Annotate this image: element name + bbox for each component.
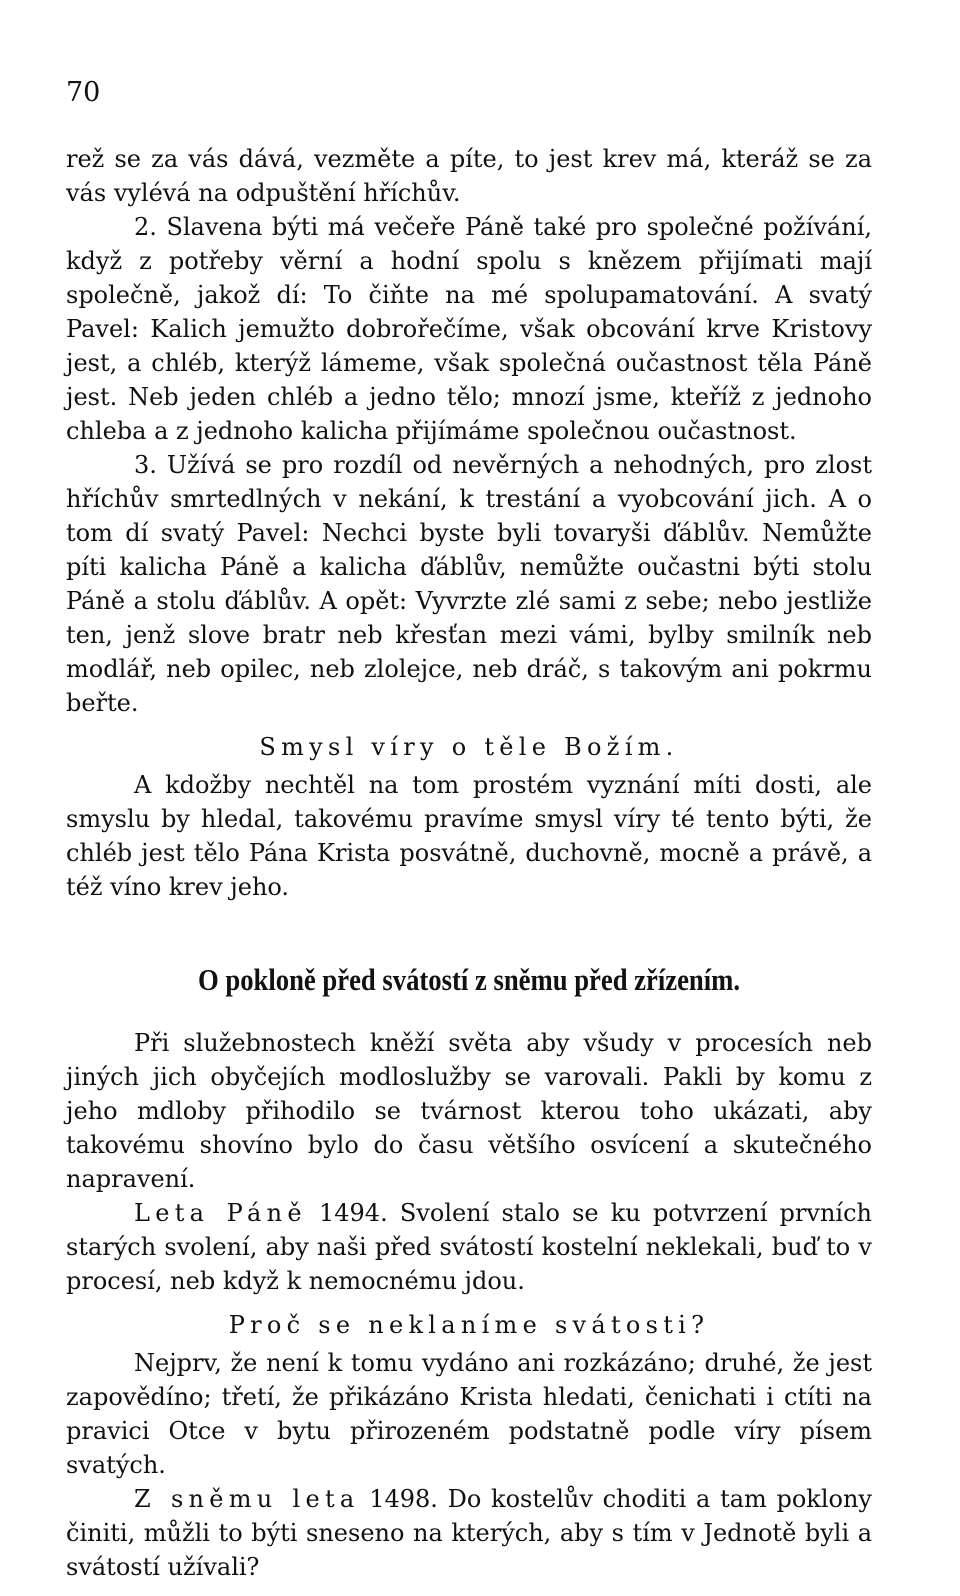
paragraph-text: 1498. Do kostelův choditi a tam poklony činiti, můžli to býti sneseno na kterých, aby s tím v Jednotě byli a svátostí užívali? xyxy=(66,1485,872,1581)
section-title: O pokloně před svátostí z sněmu před zřízením. xyxy=(197,962,741,997)
paragraph-leta-1494 xyxy=(66,1196,872,1298)
paragraph-nejprv: Nejprv, že není k tomu vydáno ani rozkázáno; druhé, že jest zapovědíno; třetí, že přikázáno Krista hledati, čenichati i ctíti na pravici Otce v bytu přirozeném podstatně podle víry písem svatých. xyxy=(66,1349,872,1479)
paragraph-item-2: 2. Slavena býti má večeře Páně také pro společné požívání, když z potřeby věrní a hodní spolu s knězem přijímati mají společně, jakož dí: To čiňte na mé spolupamatování. A svatý Pavel: Kalich jemužto dobrořečíme, však obcování krve Kristovy jest, a chléb, kterýž lámeme, však společná oučastnost těla Páně jest. Neb jeden chléb a jedno tělo; mnozí jsme, kteříž z jednoho chleba a z jednoho kalicha přijímáme společnou oučastnost. xyxy=(66,213,872,445)
paragraph-snem-1498 xyxy=(66,1482,872,1584)
paragraph-smysl-viry: A kdožby nechtěl na tom prostém vyznání míti dosti, ale smyslu by hledal, takovému pravíme smysl víry té tento býti, že chléb jest tělo Pána Krista posvátně, duchovně, mocně a právě, a též víno krev jeho. xyxy=(66,771,872,901)
spaced-lead-text: Z sněmu leta xyxy=(134,1485,360,1513)
paragraph-continuation: rež se za vás dává, vezměte a píte, to jest krev má, kteráž se za vás vylévá na odpuštění hříchův. xyxy=(66,145,872,207)
paragraph-item-3: 3. Užívá se pro rozdíl od nevěrných a nehodných, pro zlost hříchův smrtedlných v nekání, k trestání a vyobcování jich. A o tom dí svatý Pavel: Nechci byste byli tovaryši ďáblův. Nemůžte píti kalicha Páně a kalicha ďáblův, nemůžte oučastni býti stolu Páně a stolu ďáblův. A opět: Vyvrzte zlé sami z sebe; nebo jestliže ten, jenž slove bratr neb křesťan mezi vámi, bylby smilník neb modlář, neb opilec, neb zlolejce, neb dráč, s takovým ani pokrmu beřte. xyxy=(66,451,872,717)
paragraph-text: 1494. Svolení stalo se ku potvrzení prvních starých svolení, aby naši před svátostí kostelní neklekali, buď to v procesí, neb když k nemocnému jdou. xyxy=(66,1199,872,1295)
subheading-smysl-viry: Smysl víry o těle Božím. xyxy=(259,733,679,761)
paragraph-sluzebnosti: Při služebnostech kněží světa aby všudy v procesích neb jiných jich obyčejích modloslužby se varovali. Pakli by komu z jeho mdloby přihodilo se tvárnost kterou toho ukázati, aby takovému shovíno bylo do času většího osvícení a skutečného napravení. xyxy=(66,1029,872,1193)
page xyxy=(66,78,872,1584)
spaced-lead-text: Leta Páně xyxy=(134,1199,307,1227)
page-number: 70 xyxy=(66,77,101,108)
subheading-proc: Proč se neklaníme svátosti? xyxy=(228,1311,710,1339)
